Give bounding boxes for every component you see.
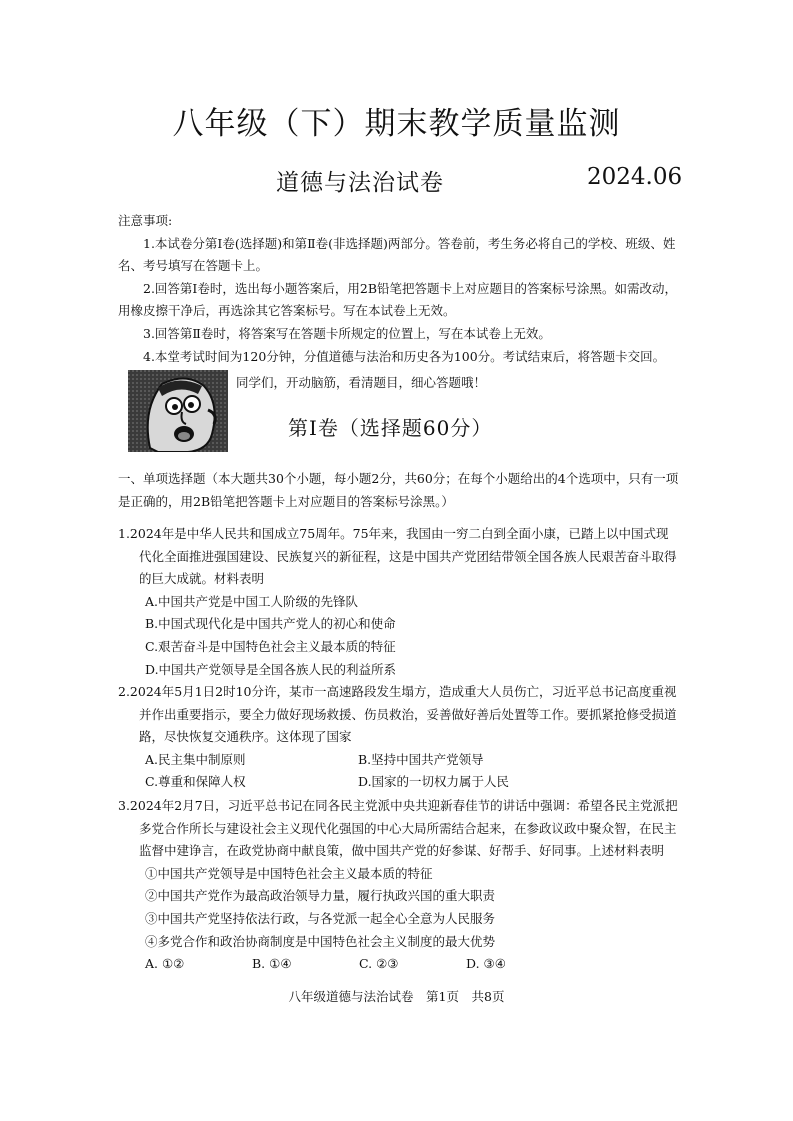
option-a: A.民主集中制原则 (145, 751, 246, 767)
option-b: B. ①④ (252, 956, 292, 972)
option-a: A. ①② (145, 956, 185, 972)
exam-date: 2024.06 (587, 164, 683, 190)
option-b: B.坚持中国共产党领导 (358, 751, 484, 767)
statement-2: ②中国共产党作为最高政治领导力量，履行执政兴国的重大职责 (145, 888, 496, 904)
encouragement-text: 同学们，开动脑筋，看清题目，细心答题哦！ (236, 375, 487, 390)
notice-item: 2.回答第Ⅰ卷时，选出每小题答案后，用2B铅笔把答题卡上对应题目的答案标号涂黑。如需改动，用橡皮擦干净后，再选涂其它答案标号。写在本试卷上无效。 (118, 280, 678, 319)
question-stem: 1.2024年是中华人民共和国成立75周年。75年来，我国由一穷二白到全面小康，已踏上以中国式现代化全面推进强国建设、民族复兴的新征程，这是中国共产党团结带领全国各族人民艰苦奋斗取得的巨大成就。材料表明 (118, 526, 677, 587)
statement-3: ③中国共产党坚持依法行政，与各党派一起全心全意为人民服务 (145, 910, 496, 926)
exam-title: 八年级（下）期末教学质量监测 (172, 106, 621, 142)
option-b: B.中国式现代化是中国共产党人的初心和使命 (145, 616, 396, 632)
statement-1: ①中国共产党领导是中国特色社会主义最本质的特征 (145, 865, 433, 881)
option-c: C.尊重和保障人权 (145, 774, 246, 790)
section1-intro: 一、单项选择题（本大题共30个小题，每小题2分，共60分；在每个小题给出的4个选项中，只有一项是正确的，用2B铅笔把答题卡上对应题目的答案标号涂黑。） (118, 471, 679, 509)
option-a: A.中国共产党是中国工人阶级的先锋队 (145, 593, 359, 609)
notice-item: 3.回答第Ⅱ卷时，将答案写在答题卡所规定的位置上，写在本试卷上无效。 (143, 325, 551, 341)
cartoon-face-illustration (128, 370, 228, 452)
notice-block (118, 210, 678, 368)
part1-title: 第Ⅰ卷（选择题60分） (288, 416, 493, 440)
option-d: D.国家的一切权力属于人民 (358, 774, 510, 790)
option-c: C. ②③ (359, 956, 399, 972)
option-d: D.中国共产党领导是全国各族人民的利益所系 (145, 661, 397, 677)
notice-item: 4.本堂考试时间为120分钟，分值道德与法治和历史各为100分。考试结束后，将答题卡交回。 (143, 348, 666, 364)
section-instructions (118, 468, 680, 513)
notice-item: 1.本试卷分第Ⅰ卷(选择题)和第Ⅱ卷(非选择题)两部分。答卷前，考生务必将自己的学校、班级、姓名、考号填写在答题卡上。 (118, 235, 676, 274)
question-stem: 2.2024年5月1日2时10分许，某市一高速路段发生塌方，造成重大人员伤亡，习近平总书记高度重视并作出重要指示，要全力做好现场救援、伤员救治，妥善做好善后处置等工作。要抓紧抢修受损道路，尽快恢复交通秩序。这体现了国家 (118, 684, 677, 745)
page-footer: 八年级道德与法治试卷 第1页 共8页 (288, 989, 505, 1004)
question-stem: 3.2024年2月7日，习近平总书记在同各民主党派中央共迎新春佳节的讲话中强调：希望各民主党派把多党合作所长与建设社会主义现代化强国的中心大局所需结合起来，在参政议政中聚众智，在民主监督中建诤言，在政党协商中献良策，做中国共产党的好参谋、好帮手、好同事。上述材料表明 (118, 798, 678, 859)
question-2 (118, 681, 680, 794)
notice-heading: 注意事项: (118, 213, 173, 228)
option-d: D. ③④ (466, 956, 506, 972)
exam-subtitle: 道德与法治试卷 (276, 170, 444, 196)
question-1 (118, 523, 680, 681)
statement-4: ④多党合作和政治协商制度是中国特色社会主义制度的最大优势 (145, 933, 496, 949)
question-3 (118, 795, 680, 976)
option-c: C.艰苦奋斗是中国特色社会主义最本质的特征 (145, 638, 396, 654)
